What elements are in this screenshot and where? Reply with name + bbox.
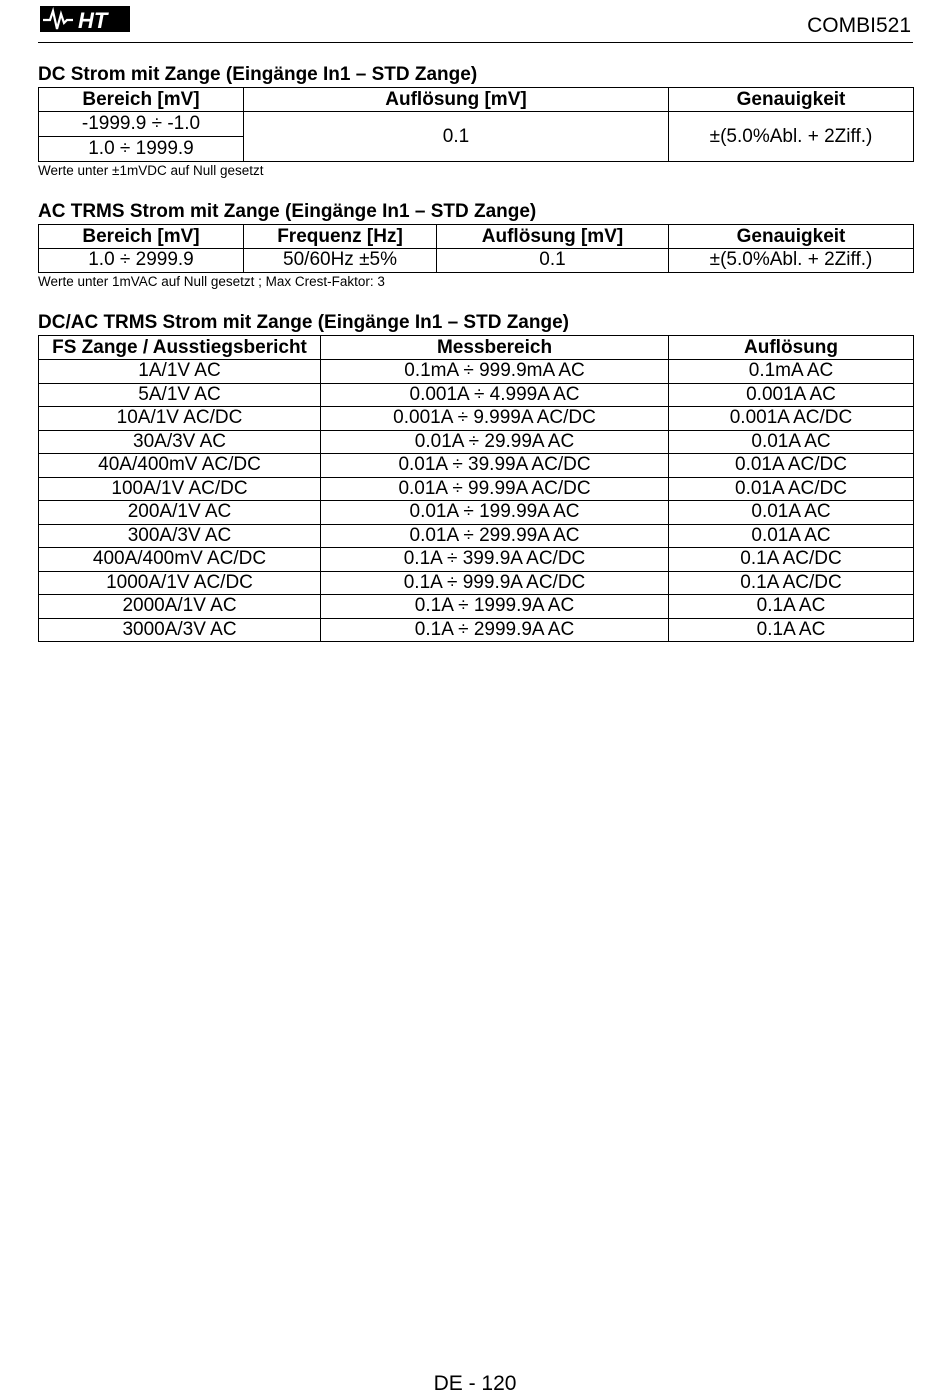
measuring-range-cell: 0.01A ÷ 299.99A AC [321,524,669,548]
table-row [39,595,914,619]
table-row [39,501,914,525]
clamp-range-table [38,335,914,642]
header-clamp-fs: FS Zange / Ausstiegsbericht [39,336,321,360]
resolution-cell: 0.001A AC/DC [669,407,914,431]
section2-title: AC TRMS Strom mit Zange (Eingänge In1 – STD Zange) [38,201,537,222]
table-row [39,249,914,273]
table-header-row [39,336,914,360]
page-number: DE - 120 [433,1372,517,1395]
ac-current-table [38,224,914,273]
measuring-range-cell: 0.1mA ÷ 999.9mA AC [321,360,669,384]
measuring-range-cell: 0.001A ÷ 9.999A AC/DC [321,407,669,431]
table-row [39,477,914,501]
clamp-fs-cell: 5A/1V AC [39,383,321,407]
model-name: COMBI521 [807,14,911,37]
table-row [39,360,914,384]
clamp-fs-cell: 30A/3V AC [39,430,321,454]
resolution-cell: 0.1A AC/DC [669,571,914,595]
brand-text: HT [78,8,108,33]
clamp-fs-cell: 40A/400mV AC/DC [39,454,321,478]
measuring-range-cell: 0.1A ÷ 1999.9A AC [321,595,669,619]
resolution-cell: 0.01A AC [669,430,914,454]
measuring-range-cell: 0.01A ÷ 29.99A AC [321,430,669,454]
resolution-cell: 0.1 [437,249,669,273]
accuracy-cell: ±(5.0%Abl. + 2Ziff.) [669,249,914,273]
measuring-range-cell: 0.01A ÷ 99.99A AC/DC [321,477,669,501]
header-measuring-range: Messbereich [321,336,669,360]
header-frequency: Frequenz [Hz] [244,225,437,249]
table-row [39,571,914,595]
header-resolution: Auflösung [mV] [437,225,669,249]
range-cell: -1999.9 ÷ -1.0 [39,112,244,137]
range-cell: 1.0 ÷ 2999.9 [39,249,244,273]
range-cell: 1.0 ÷ 1999.9 [39,137,244,162]
table-header-row [39,225,914,249]
clamp-fs-cell: 3000A/3V AC [39,618,321,642]
header-range: Bereich [mV] [39,88,244,112]
measuring-range-cell: 0.001A ÷ 4.999A AC [321,383,669,407]
accuracy-cell: ±(5.0%Abl. + 2Ziff.) [669,112,914,162]
header-range: Bereich [mV] [39,225,244,249]
resolution-cell: 0.01A AC [669,524,914,548]
clamp-fs-cell: 10A/1V AC/DC [39,407,321,431]
measuring-range-cell: 0.01A ÷ 39.99A AC/DC [321,454,669,478]
resolution-cell: 0.1mA AC [669,360,914,384]
table-header-row [39,88,914,112]
table-row [39,454,914,478]
resolution-cell: 0.1A AC [669,595,914,619]
resolution-cell: 0.01A AC/DC [669,454,914,478]
clamp-fs-cell: 300A/3V AC [39,524,321,548]
page-header [38,0,913,43]
section1-title: DC Strom mit Zange (Eingänge In1 – STD Zange) [38,64,478,85]
resolution-cell: 0.001A AC [669,383,914,407]
clamp-fs-cell: 1A/1V AC [39,360,321,384]
resolution-cell: 0.1A AC [669,618,914,642]
clamp-fs-cell: 200A/1V AC [39,501,321,525]
table-row [39,383,914,407]
resolution-cell: 0.1A AC/DC [669,548,914,572]
section2-note: Werte unter 1mVAC auf Null gesetzt ; Max Crest-Faktor: 3 [38,274,385,289]
header-resolution: Auflösung [mV] [244,88,669,112]
header-accuracy: Genauigkeit [669,88,914,112]
table-row [39,548,914,572]
measuring-range-cell: 0.1A ÷ 2999.9A AC [321,618,669,642]
table-row [39,524,914,548]
header-accuracy: Genauigkeit [669,225,914,249]
measuring-range-cell: 0.1A ÷ 399.9A AC/DC [321,548,669,572]
section1-note: Werte unter ±1mVDC auf Null gesetzt [38,163,264,178]
measuring-range-cell: 0.1A ÷ 999.9A AC/DC [321,571,669,595]
resolution-cell: 0.01A AC [669,501,914,525]
table-row [39,112,914,137]
clamp-fs-cell: 400A/400mV AC/DC [39,548,321,572]
resolution-cell: 0.1 [244,112,669,162]
table-row [39,407,914,431]
clamp-fs-cell: 1000A/1V AC/DC [39,571,321,595]
clamp-fs-cell: 100A/1V AC/DC [39,477,321,501]
header-resolution: Auflösung [669,336,914,360]
ht-logo-icon [40,4,132,34]
measuring-range-cell: 0.01A ÷ 199.99A AC [321,501,669,525]
frequency-cell: 50/60Hz ±5% [244,249,437,273]
resolution-cell: 0.01A AC/DC [669,477,914,501]
dc-current-table [38,87,914,162]
section3-title: DC/AC TRMS Strom mit Zange (Eingänge In1 – STD Zange) [38,312,569,333]
table-row [39,618,914,642]
table-row [39,430,914,454]
clamp-fs-cell: 2000A/1V AC [39,595,321,619]
